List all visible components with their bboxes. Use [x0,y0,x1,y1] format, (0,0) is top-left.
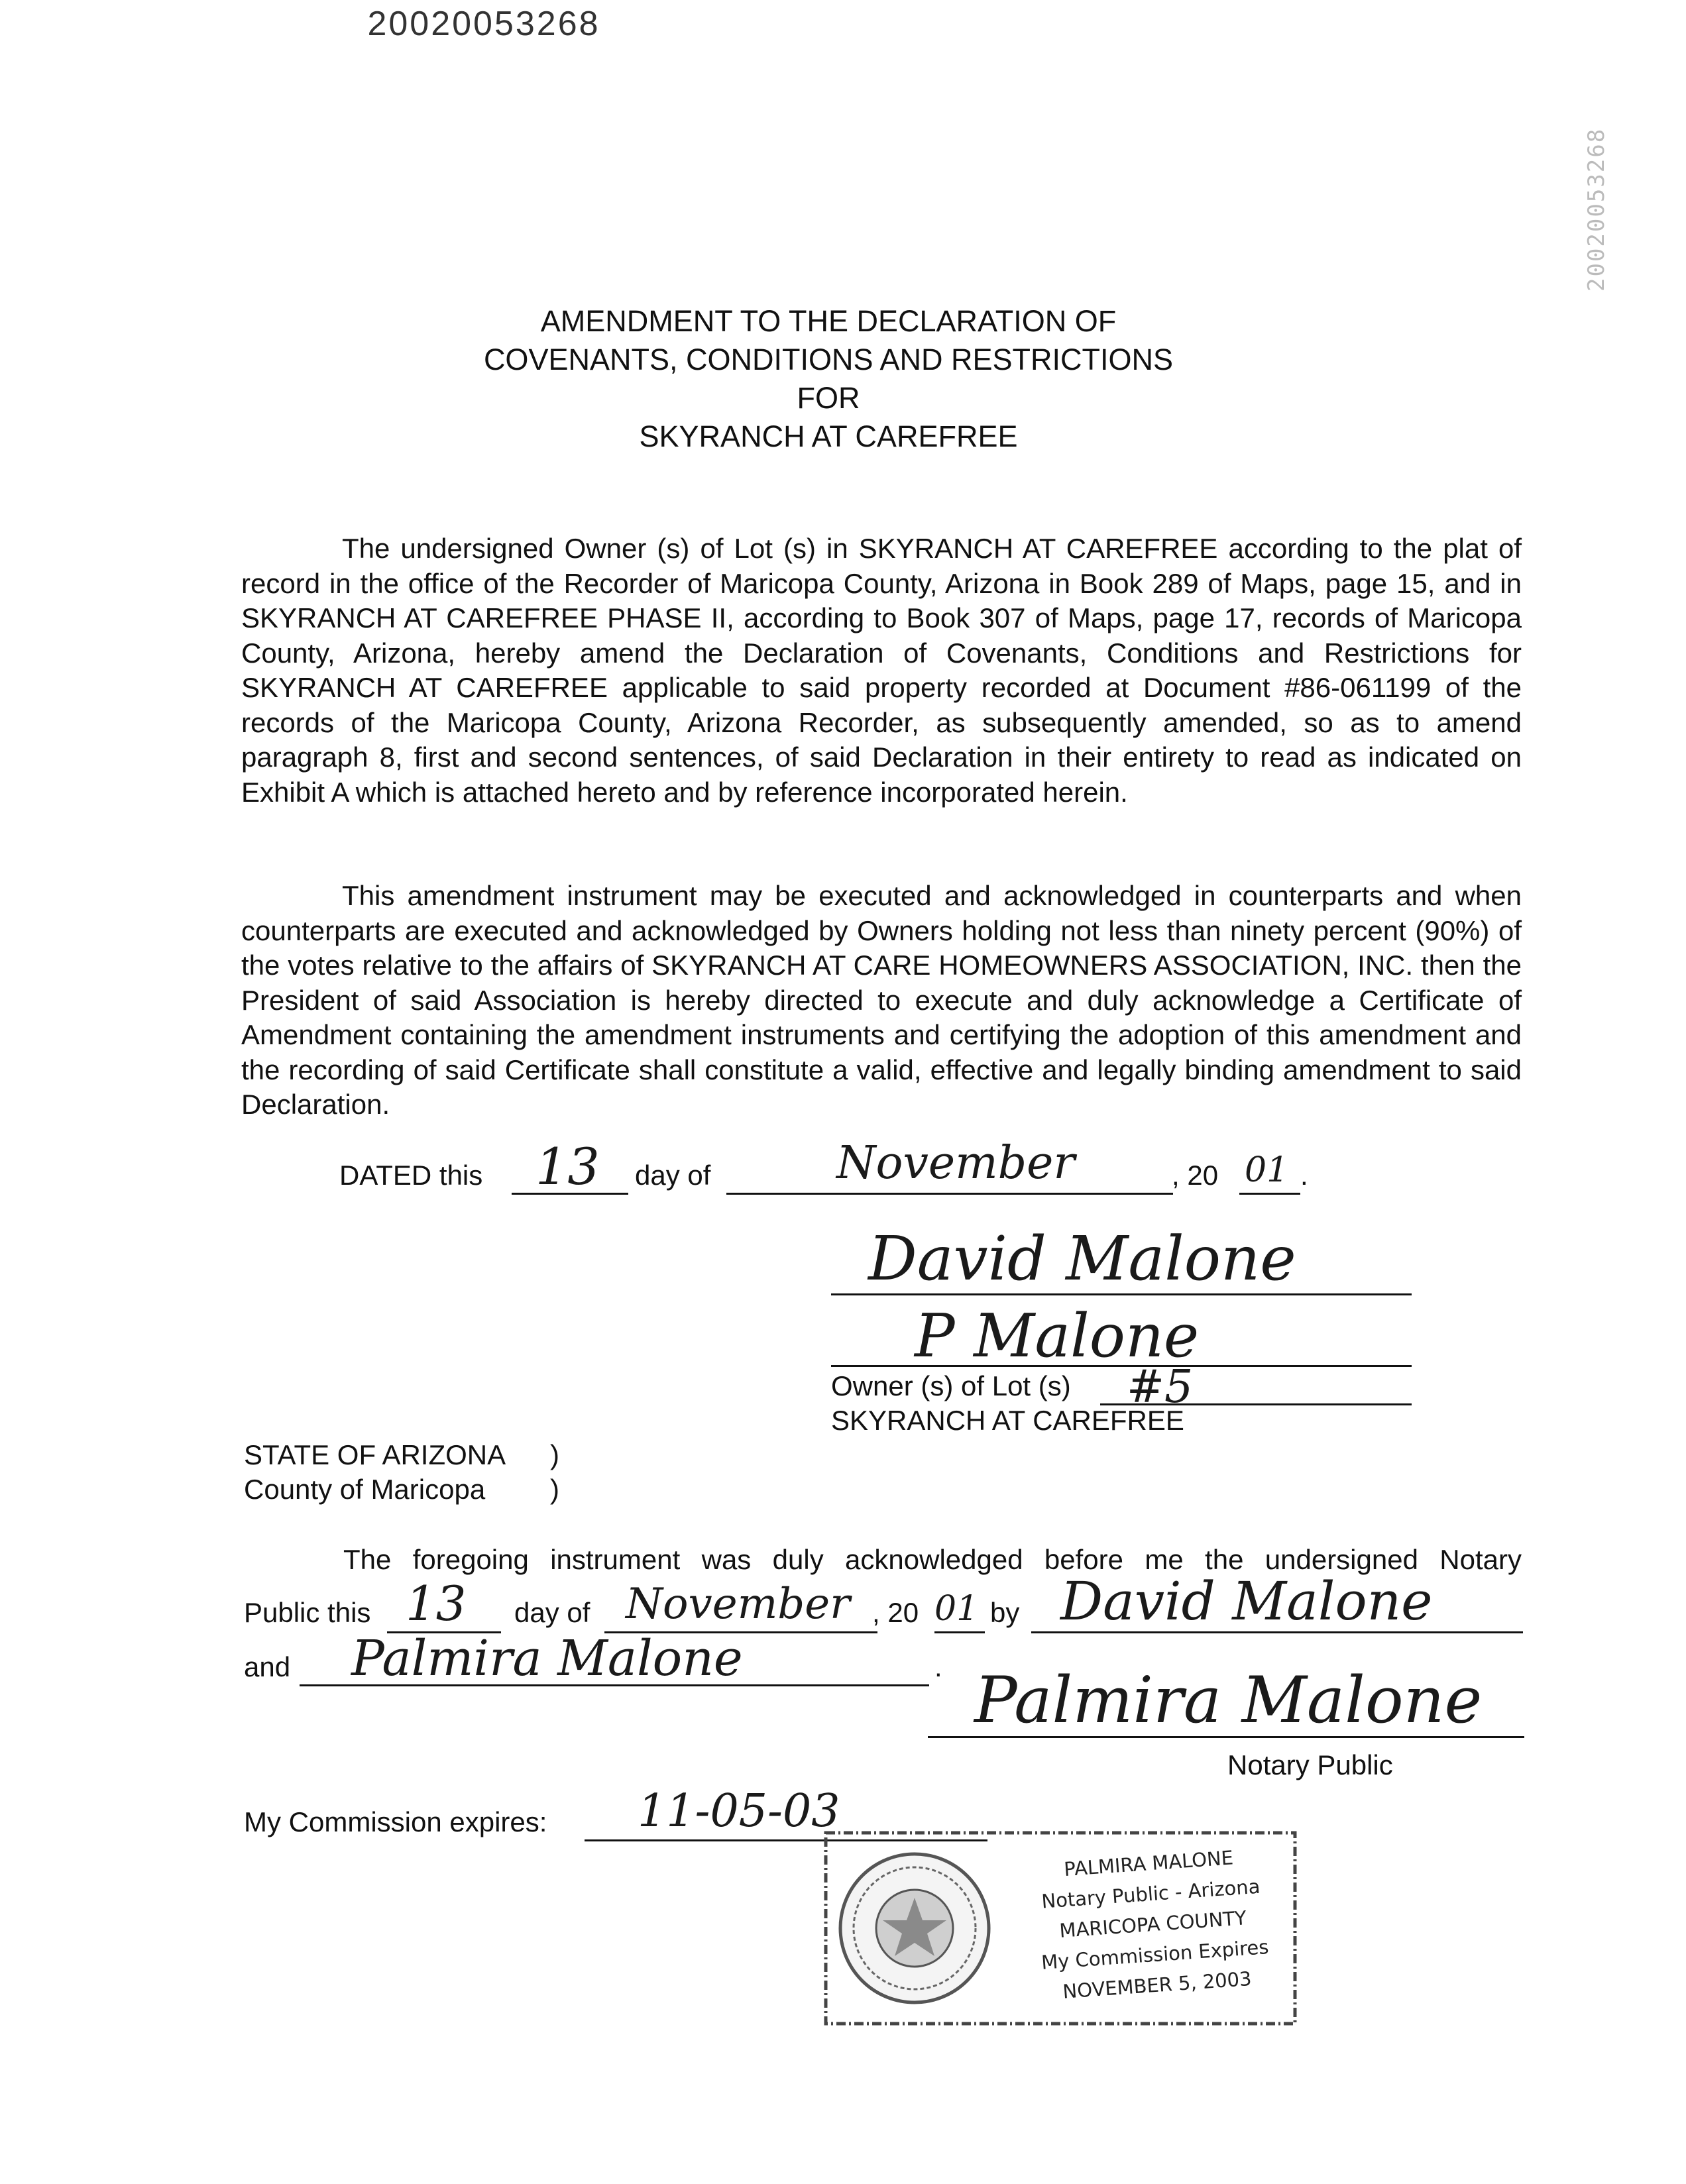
amendment-paragraph-1 [241,531,1522,810]
commission-date-handwritten: 11-05-03 [638,1785,840,1837]
notary-public-label: Notary Public [1227,1749,1393,1780]
dated-year-blank [1239,1193,1300,1195]
dated-day-handwritten: 13 [535,1137,600,1196]
ack-year-prefix: , 20 [872,1597,919,1628]
ack-year-blank [934,1631,985,1633]
dated-label: DATED this [339,1160,483,1191]
notary-stamp-line-5: NOVEMBER 5, 2003 [1062,1967,1253,2003]
acknowledgment-line-1: The foregoing instrument was duly acknowledged before me the undersigned Notary [343,1544,1522,1575]
ack-by-label: by [990,1597,1020,1628]
notary-stamp-line-1: PALMIRA MALONE [1063,1846,1235,1881]
notary-signature: Palmira Malone [974,1663,1483,1737]
venue-state-paren: ) [550,1439,559,1470]
document-number: 20020053268 [367,5,600,43]
ack-name2-handwritten: Palmira Malone [351,1630,743,1687]
owner-lot-label: Owner (s) of Lot (s) [831,1370,1071,1401]
title-line-2: COVENANTS, CONDITIONS AND RESTRICTIONS [483,343,1174,376]
document-title [358,302,1299,456]
paragraph-1-text: The undersigned Owner (s) of Lot (s) in SKYRANCH AT CAREFREE according to the plat of record in the office of the Recorder of Maricopa County, Arizona in Book 289 of Maps, page 15, and in SKYRANCH AT CAREFREE PHASE II, according to Book 307 of Maps, page 17, records of Maricopa County, Arizona, hereby amend the Declaration of Covenants, Conditions and Restrictions for SKYRANCH AT CAREFREE applicable to said property recorded at Document #86-061199 of the records of the Maricopa County, Arizona Recorder, as subsequently amended, so as to amend paragraph 8, first and second sentences, of said Declaration in their entirety to read as indicated on Exhibit A which is attached hereto and by reference incorporated herein. [241,533,1522,808]
ack-day-handwritten: 13 [406,1576,467,1631]
ack-year-handwritten: 01 [934,1589,979,1629]
venue-state: STATE OF ARIZONA [244,1439,506,1470]
title-line-1: AMENDMENT TO THE DECLARATION OF [540,304,1117,338]
owner-signature-2: P Malone [915,1301,1200,1371]
owner-community: SKYRANCH AT CAREFREE [831,1405,1184,1436]
title-line-3: FOR [797,381,860,415]
ack-name1-handwritten: David Malone [1060,1570,1433,1632]
notary-stamp-line-4: My Commission Expires [1040,1935,1270,1974]
dated-end-period: . [1300,1160,1308,1191]
amendment-paragraph-2 [241,879,1522,1122]
commission-label: My Commission expires: [244,1806,547,1837]
notary-stamp-line-3: MARICOPA COUNTY [1058,1906,1247,1942]
paragraph-2-text: This amendment instrument may be executed and acknowledged in counterparts and when counterparts are executed and acknowledged by Owners holding not less than ninety percent (90%) of the votes relative to the affairs of SKYRANCH AT CARE HOMEOWNERS ASSOCIATION, INC. then the President of said Association is hereby directed to execute and duly acknowledge a Certificate of Amendment containing the amendment instruments and certifying the adoption of this amendment and the recording of said Certificate shall constitute a valid, effective and legally binding amendment to said Declaration. [241,880,1522,1120]
side-stamp-text: 20020053268 [1583,127,1610,292]
ack-month-handwritten: November [626,1580,850,1629]
ack-and-label: and [244,1651,291,1682]
dated-year-handwritten: 01 [1245,1150,1289,1190]
dated-month-handwritten: November [836,1137,1075,1189]
notary-stamp-line-2: Notary Public - Arizona [1040,1875,1261,1913]
side-recording-stamp [1577,93,1630,292]
owner-lot-handwritten: #5 [1127,1361,1194,1413]
owner-signature-1: David Malone [868,1223,1296,1294]
ack-public-this-label: Public this [244,1597,371,1628]
dated-day-of-label: day of [635,1160,711,1191]
dated-year-prefix: , 20 [1172,1160,1219,1191]
notary-stamp [822,1829,1299,2028]
venue-county-paren: ) [550,1474,559,1505]
venue-county: County of Maricopa [244,1474,486,1505]
title-line-4: SKYRANCH AT CAREFREE [639,419,1018,453]
dated-month-blank [726,1193,1173,1195]
ack-day-of-label: day of [514,1597,590,1628]
notary-seal-icon [840,1854,989,2002]
ack-end-period: . [934,1651,942,1682]
